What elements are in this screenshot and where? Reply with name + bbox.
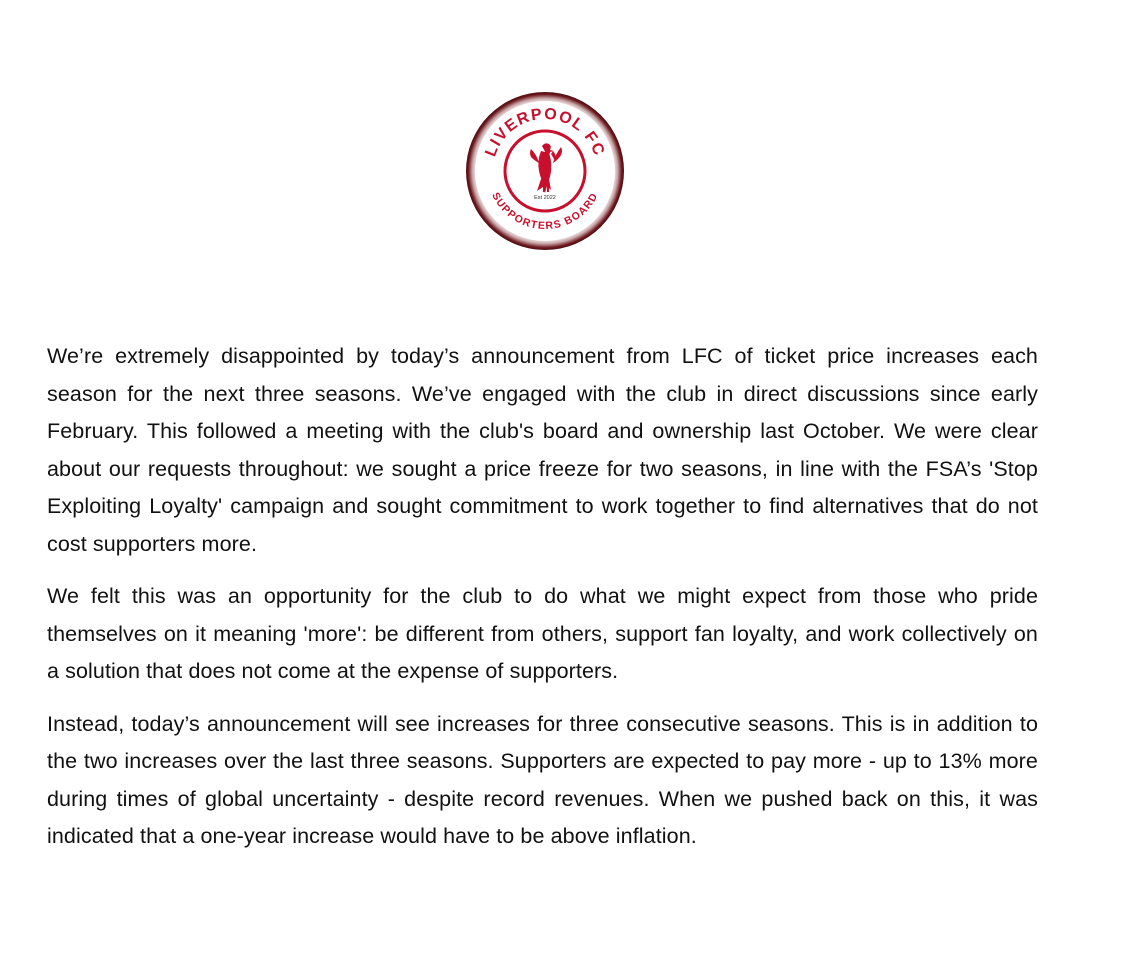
- statement-paragraph-3: Instead, today’s announcement will see increases for three consecutive seasons. This is in addition to the two increases over the last three seasons. Supporters are expected to pay more - up to 13% more during times of global uncertainty - despite record revenues. When we pushed back on this, it was indicated that a one-year increase would have to be above inflation.: [47, 711, 1038, 848]
- supporters-board-logo: [465, 91, 625, 251]
- statement-paragraph-2: We felt this was an opportunity for the club to do what we might expect from those who pride themselves on it meaning 'more': be different from others, support fan loyalty, and work collectively on a solution that does not come at the expense of supporters.: [47, 584, 1038, 683]
- logo-badge: [465, 91, 625, 251]
- statement-paragraph-1: We’re extremely disappointed by today’s announcement from LFC of ticket price increases each season for the next three seasons. We’ve engaged with the club in direct discussions since early February. This followed a meeting with the club's board and ownership last October. We were clear about our requests throughout: we sought a price freeze for two seasons, in line with the FSA’s 'Stop Exploiting Loyalty' campaign and sought commitment to work together to find alternatives that do not cost supporters more.: [47, 344, 1038, 556]
- statement-body: [47, 338, 1038, 871]
- logo-top-text: LIVERPOOL FC: [482, 105, 608, 159]
- logo-bottom-text: SUPPORTERS BOARD: [489, 190, 601, 233]
- logo-est-text: Est 2022: [534, 195, 556, 201]
